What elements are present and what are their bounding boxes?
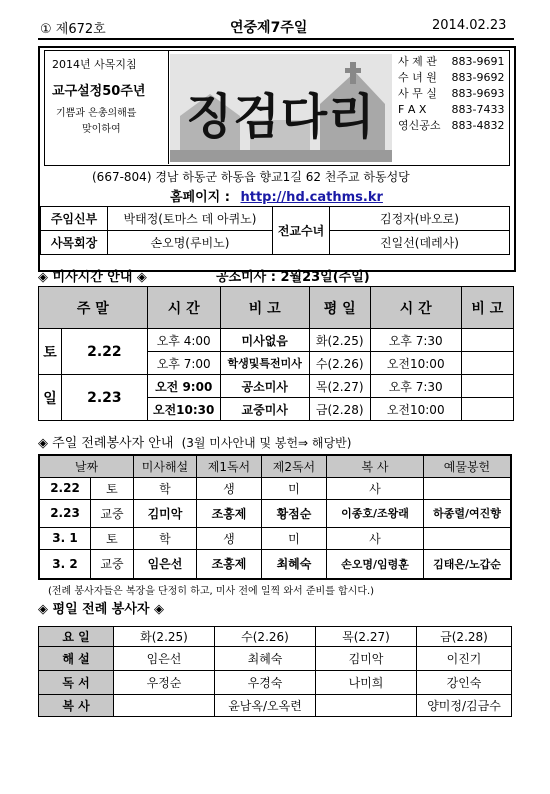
row-commentary: 임은선 <box>133 549 196 579</box>
server-cell: 양미정/김금수 <box>417 695 512 717</box>
row-reading2: 황점순 <box>261 499 326 527</box>
mass-note: 학생및특전미사 <box>220 352 309 375</box>
sunday-service-title <box>38 432 351 451</box>
mass-time: 오후 4:00 <box>147 329 220 352</box>
row-server: 손오명/임령훈 <box>326 549 423 579</box>
table-row <box>39 527 511 549</box>
label-commentary: 해 설 <box>39 647 114 671</box>
commentary-cell: 김미악 <box>316 647 417 671</box>
weekday-time: 오전10:00 <box>370 398 461 421</box>
label-day: 요 일 <box>39 627 114 647</box>
issue-number: ① 제672호 <box>40 22 106 37</box>
row-offering <box>423 527 511 549</box>
weekday-note <box>461 329 513 352</box>
weekday-service-table <box>38 626 512 717</box>
row-reading1: 조홍제 <box>196 499 261 527</box>
mass-section-title: ◈ 미사시간 안내 ◈ <box>38 270 147 285</box>
weekday-time: 오전10:00 <box>370 352 461 375</box>
sister-label: 전교수녀 <box>273 207 330 255</box>
row-reading2: 미 <box>261 477 326 499</box>
table-row <box>39 549 511 579</box>
col-note: 비 고 <box>220 287 309 329</box>
commentary-cell: 이진기 <box>417 647 512 671</box>
row-server: 사 <box>326 477 423 499</box>
guideline-line1: 2014년 사목지침 <box>52 58 137 71</box>
title-banner <box>170 54 392 162</box>
weekday-col: 목(2.27) <box>316 627 417 647</box>
reading-cell: 우정순 <box>114 671 215 695</box>
contact-row: 영신공소 883-4832 <box>398 119 505 132</box>
mass-time: 오전 9:00 <box>147 375 220 398</box>
weekday-time: 오후 7:30 <box>370 375 461 398</box>
homepage-label: 홈페이지 : <box>170 190 230 205</box>
week-title: 연중제7주일 <box>230 20 308 36</box>
pastoral-guideline <box>44 50 169 164</box>
mass-note: 교중미사 <box>220 398 309 421</box>
sister-name-2: 진일선(데레사) <box>330 231 510 255</box>
contact-row: 수 녀 원 883-9692 <box>398 71 505 84</box>
contact-row: F A X 883-7433 <box>398 103 505 116</box>
row-day: 토 <box>91 527 134 549</box>
weekday-col: 수(2.26) <box>215 627 316 647</box>
issue-date: 2014.02.23 <box>432 18 507 33</box>
gongso-mass: 공소미사 : 2월23일(주일) <box>216 270 370 285</box>
mass-time: 오전10:30 <box>147 398 220 421</box>
reading-cell: 나미희 <box>316 671 417 695</box>
guideline-line2: 교구설정50주년 <box>52 84 146 99</box>
sun-date: 2.23 <box>62 375 148 421</box>
council-label: 사목회장 <box>41 231 108 255</box>
table-row <box>39 477 511 499</box>
col-wnote: 비 고 <box>461 287 513 329</box>
guideline-line4: 맞이하여 <box>82 124 121 135</box>
staff-table <box>40 206 510 255</box>
reading-cell: 우경숙 <box>215 671 316 695</box>
row-reading1: 생 <box>196 527 261 549</box>
row-offering <box>423 477 511 499</box>
sunday-service-note: (3월 미사안내 및 봉헌⇒ 해당반) <box>181 436 352 450</box>
row-server: 사 <box>326 527 423 549</box>
row-commentary: 학 <box>133 477 196 499</box>
sunday-service-heading: ◈ 주일 전례봉사자 안내 <box>38 436 174 451</box>
row-commentary: 학 <box>133 527 196 549</box>
weekday-col: 금(2.28) <box>417 627 512 647</box>
row-reading2: 미 <box>261 527 326 549</box>
row-date: 3. 2 <box>39 549 91 579</box>
weekday-note <box>461 398 513 421</box>
weekday-note <box>461 352 513 375</box>
label-reading: 독 서 <box>39 671 114 695</box>
col-wtime: 시 간 <box>370 287 461 329</box>
row-offering: 하종렬/여진향 <box>423 499 511 527</box>
table-row <box>39 499 511 527</box>
guideline-line3: 기쁨과 은총의해를 <box>56 108 137 119</box>
mass-table <box>38 286 514 421</box>
weekday-time: 오후 7:30 <box>370 329 461 352</box>
row-date: 2.22 <box>39 477 91 499</box>
service-notice: (전례 봉사자들은 복장을 단정히 하고, 미사 전에 일찍 와서 준비를 합시다.) <box>48 586 375 597</box>
sister-name-1: 김정자(바오로) <box>330 207 510 231</box>
weekday: 목(2.27) <box>309 375 370 398</box>
weekday: 수(2.26) <box>309 352 370 375</box>
col-server: 복 사 <box>326 455 423 477</box>
homepage <box>170 186 383 205</box>
col-weekend: 주 말 <box>39 287 148 329</box>
row-offering: 김태은/노갑순 <box>423 549 511 579</box>
row-day: 교중 <box>91 549 134 579</box>
col-reading1: 제1독서 <box>196 455 261 477</box>
reading-cell: 강인숙 <box>417 671 512 695</box>
sat-date: 2.22 <box>62 329 148 375</box>
homepage-link[interactable]: http://hd.cathms.kr <box>240 190 383 205</box>
newsletter-title: 징검다리 <box>186 89 376 145</box>
mass-note: 미사없음 <box>220 329 309 352</box>
col-time: 시 간 <box>147 287 220 329</box>
weekday-service-title: ◈ 평일 전례 봉사자 ◈ <box>38 602 165 617</box>
pastor-label: 주임신부 <box>41 207 108 231</box>
contact-row: 사 무 실 883-9693 <box>398 87 505 100</box>
row-server: 이종호/조왕래 <box>326 499 423 527</box>
header-rule <box>38 38 514 40</box>
row-commentary: 김미악 <box>133 499 196 527</box>
row-reading2: 최혜숙 <box>261 549 326 579</box>
col-commentary: 미사해설 <box>133 455 196 477</box>
weekday-col: 화(2.25) <box>114 627 215 647</box>
pastor-name: 박태정(토마스 데 아퀴노) <box>108 207 273 231</box>
server-cell <box>114 695 215 717</box>
sun-label: 일 <box>39 375 62 421</box>
mass-time: 오후 7:00 <box>147 352 220 375</box>
contact-list <box>398 54 510 134</box>
row-date: 2.23 <box>39 499 91 527</box>
row-date: 3. 1 <box>39 527 91 549</box>
col-weekday: 평 일 <box>309 287 370 329</box>
row-reading1: 생 <box>196 477 261 499</box>
commentary-cell: 임은선 <box>114 647 215 671</box>
server-cell: 윤남옥/오옥련 <box>215 695 316 717</box>
row-day: 토 <box>91 477 134 499</box>
council-name: 손오명(루비노) <box>108 231 273 255</box>
col-date: 날짜 <box>39 455 133 477</box>
weekday: 화(2.25) <box>309 329 370 352</box>
sat-label: 토 <box>39 329 62 375</box>
col-reading2: 제2독서 <box>261 455 326 477</box>
mass-note: 공소미사 <box>220 375 309 398</box>
row-day: 교중 <box>91 499 134 527</box>
weekday-note <box>461 375 513 398</box>
weekday: 금(2.28) <box>309 398 370 421</box>
col-offering: 예물봉헌 <box>423 455 511 477</box>
contact-row: 사 제 관 883-9691 <box>398 55 505 68</box>
address: (667-804) 경남 하동군 하동읍 향교1길 62 천주교 하동성당 <box>92 170 410 184</box>
server-cell <box>316 695 417 717</box>
commentary-cell: 최혜숙 <box>215 647 316 671</box>
sunday-service-table <box>38 454 512 580</box>
row-reading1: 조홍제 <box>196 549 261 579</box>
label-server: 복 사 <box>39 695 114 717</box>
